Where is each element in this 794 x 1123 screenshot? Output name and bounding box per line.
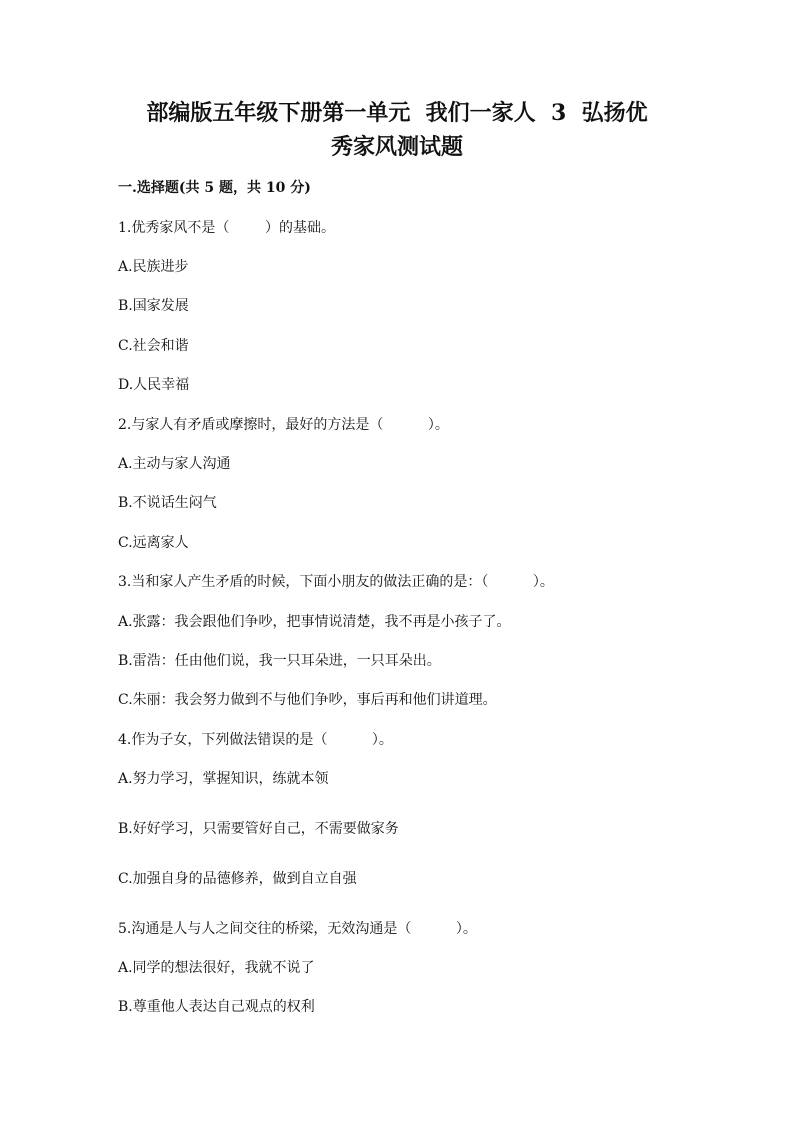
question-2-option-a: A.主动与家人沟通 — [118, 456, 231, 472]
question-2-option-b: B.不说话生闷气 — [118, 495, 217, 511]
question-1-stem: 1.优秀家风不是（ ）的基础。 — [118, 220, 335, 236]
question-1-option-d: D.人民幸福 — [118, 377, 190, 393]
title-line-1: 部编版五年级下册第一单元 我们一家人 3 弘扬优 — [146, 100, 648, 126]
question-3-option-a: A.张露：我会跟他们争吵，把事情说清楚，我不再是小孩子了。 — [118, 614, 511, 630]
question-4-option-c: C.加强自身的品德修养，做到自立自强 — [118, 871, 357, 887]
question-4-option-a: A.努力学习，掌握知识，练就本领 — [118, 771, 329, 787]
question-3-stem: 3.当和家人产生矛盾的时候，下面小朋友的做法正确的是：（ ）。 — [118, 574, 554, 590]
question-5-option-a: A.同学的想法很好，我就不说了 — [118, 960, 315, 976]
question-1-option-a: A.民族进步 — [118, 259, 189, 275]
question-3-option-c: C.朱丽：我会努力做到不与他们争吵，事后再和他们讲道理。 — [118, 692, 497, 708]
question-3-option-b: B.雷浩：任由他们说，我一只耳朵进，一只耳朵出。 — [118, 653, 441, 669]
page-title — [80, 96, 714, 164]
question-2-stem: 2.与家人有矛盾或摩擦时，最好的方法是（ ）。 — [118, 417, 449, 433]
question-5-option-b: B.尊重他人表达自己观点的权利 — [118, 999, 315, 1015]
question-5-stem: 5.沟通是人与人之间交往的桥梁，无效沟通是（ ）。 — [118, 921, 477, 937]
question-2-option-c: C.远离家人 — [118, 535, 189, 551]
title-line-2: 秀家风测试题 — [330, 134, 463, 160]
question-1-option-b: B.国家发展 — [118, 298, 189, 314]
section-heading: 一.选择题(共 5 题，共 10 分) — [118, 180, 311, 196]
question-4-option-b: B.好好学习，只需要管好自己，不需要做家务 — [118, 821, 399, 837]
question-4-stem: 4.作为子女，下列做法错误的是（ ）。 — [118, 732, 393, 748]
question-1-option-c: C.社会和谐 — [118, 338, 189, 354]
